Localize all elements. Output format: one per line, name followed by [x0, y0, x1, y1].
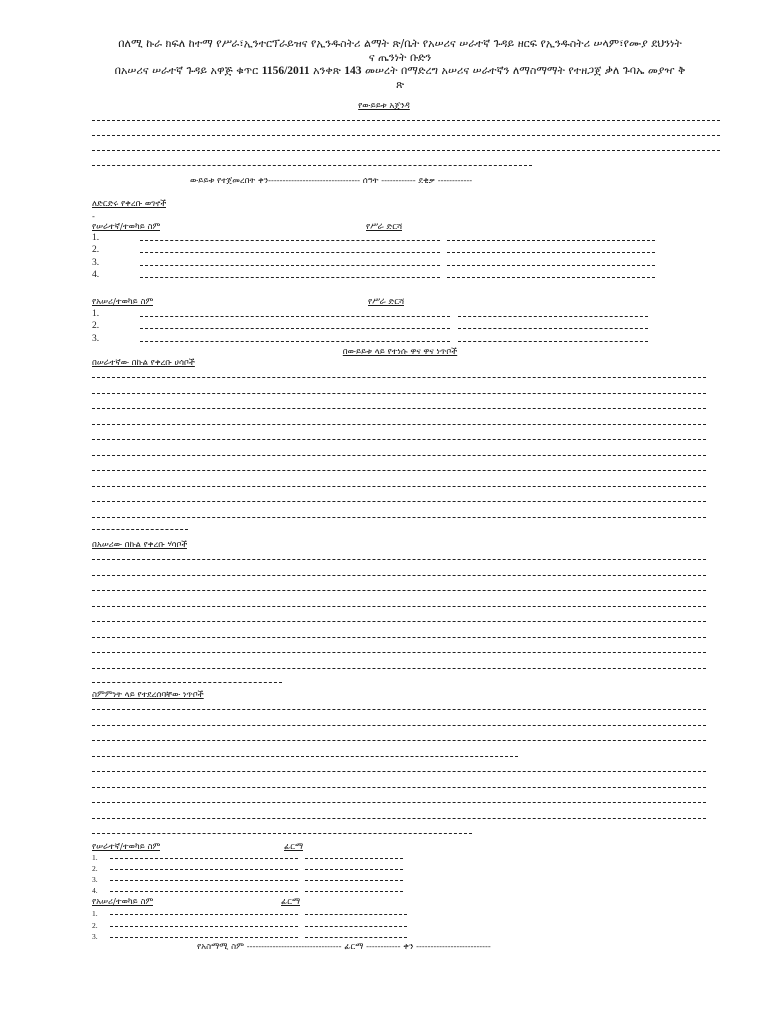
workers-name-line [140, 277, 440, 278]
worker-claims-line [92, 377, 706, 378]
worker-claims-line [92, 517, 706, 518]
agenda-line [92, 150, 720, 151]
workers-name-col: የሠራተኛ/ተወካይ ስም [92, 222, 161, 232]
main-points-title: በውይይቱ ላይ የተነሱ ዋና ዋና ነጥቦች [342, 347, 458, 357]
sign-workers-name-line [110, 891, 298, 892]
header-line-3 [80, 64, 720, 78]
agreement-line [92, 802, 706, 803]
sign-employer-name-line [110, 937, 298, 938]
sign-workers-sign-line [305, 880, 403, 881]
sign-employer-sign: ፊርማ [281, 897, 301, 907]
worker-claims-line [92, 439, 706, 440]
agreement-line [92, 833, 472, 834]
header-line-3-article: አንቀጽ [309, 64, 345, 77]
agenda-title: የውይይቱ አጀንዳ [358, 101, 410, 111]
agenda-line [92, 120, 720, 121]
sign-workers-name-line [110, 869, 298, 870]
sign-workers-number: 4. [92, 886, 98, 895]
sign-workers-sign-line [305, 858, 403, 859]
employer-claims-line [92, 668, 706, 669]
agreement-line [92, 756, 518, 757]
agenda-line [92, 135, 720, 136]
agenda-line [92, 165, 532, 166]
worker-claims-line [92, 470, 706, 471]
agreement-heading: ስምምነት ላይ የተደረሰባቸው ነጥቦች [92, 690, 204, 700]
sign-workers-sign-line [305, 869, 403, 870]
employer-name-col: የአሠሪ/ተወካይ ስም [92, 297, 154, 307]
employer-role-line [458, 328, 648, 329]
marker: - [92, 212, 95, 222]
agreement-line [92, 787, 706, 788]
header-line-1: በለሚ ኩራ ክፍለ ከተማ የሥራ፣ኢንተርፕራይዝና የኢንዱስትሪ ልማት ጽ/ቤት የአሠሪና ሠራተኛ ጉዳይ ዘርፍ የኢንዱስትሪ ሠላም፣የሙያ ደህንነት [118, 37, 682, 50]
workers-name-line [140, 265, 440, 266]
sign-workers-sign-line [305, 891, 403, 892]
worker-claims-line [92, 408, 706, 409]
sign-workers-number: 1. [92, 853, 98, 862]
header-line-3-rest: መሠረት በማድረግ አሠሪና ሠራተኛን ለማስማማት የተዘጋጀ ቃለ ጉባኤ መያዣ ቅ [361, 64, 686, 77]
sign-employer-number: 2. [92, 921, 98, 930]
parties-heading: ለድርድሩ የቀረቡ ወገኖች [92, 199, 167, 209]
sign-workers-name-line [110, 858, 298, 859]
employer-role-col: የሥራ ድርሻ [368, 297, 405, 307]
employer-row-number: 3. [92, 334, 100, 344]
employer-name-line [140, 316, 450, 317]
header-line-3-text: በአሠሪና ሠራተኛ ጉዳይ አዋጅ ቁጥር [114, 64, 262, 77]
employer-claims-line [92, 682, 282, 683]
meeting-time-line: ውይይቱ የተጀመረበት ቀን-------------------------------- ሰዓት ------------ ደቂቃ ------------ [190, 176, 473, 186]
workers-row-number: 3. [92, 258, 100, 268]
sign-employer-name: የአሠሪ/ተወካይ ስም [92, 897, 154, 907]
sign-workers-number: 3. [92, 875, 98, 884]
sign-employer-sign-line [305, 914, 407, 915]
agreement-line [92, 709, 706, 710]
employer-row-number: 1. [92, 309, 100, 319]
sign-employer-name-line [110, 914, 298, 915]
sign-employer-number: 1. [92, 909, 98, 918]
workers-role-col: የሥራ ድርሻ [366, 222, 403, 232]
workers-name-line [140, 240, 440, 241]
employer-row-number: 2. [92, 321, 100, 331]
worker-claims-heading: በሠራተኛው በኩል የቀረቡ ሀሳቦች [92, 358, 195, 368]
employer-claims-line [92, 559, 706, 560]
law-number: 1156/2011 [261, 65, 310, 77]
worker-claims-line [92, 486, 706, 487]
employer-role-line [458, 341, 648, 342]
sign-workers-sign: ፊርማ [284, 842, 304, 852]
employer-claims-heading: በአሠሪው በኩል የቀረቡ ሃሳቦች [92, 540, 188, 550]
worker-claims-line [92, 529, 188, 530]
employer-name-line [140, 328, 450, 329]
employer-claims-line [92, 606, 706, 607]
employer-claims-line [92, 575, 706, 576]
agreement-line [92, 818, 706, 819]
worker-claims-line [92, 455, 706, 456]
agreement-line [92, 725, 706, 726]
agreement-line [92, 771, 706, 772]
sign-employer-sign-line [305, 926, 407, 927]
sign-employer-sign-line [305, 937, 407, 938]
workers-role-line [447, 252, 655, 253]
header-line-4: ጽ [395, 78, 405, 91]
workers-role-line [447, 277, 655, 278]
employer-claims-line [92, 652, 706, 653]
workers-name-line [140, 252, 440, 253]
sign-workers-name-line [110, 880, 298, 881]
sign-workers-name: የሠራተኛ/ተወካይ ስም [92, 842, 161, 852]
employer-claims-line [92, 621, 706, 622]
workers-row-number: 2. [92, 245, 100, 255]
worker-claims-line [92, 393, 706, 394]
workers-role-line [447, 240, 655, 241]
header-line-2: ና ጤንነት ቡድን [368, 51, 432, 64]
employer-claims-line [92, 637, 706, 638]
agreement-line [92, 740, 706, 741]
sign-workers-number: 2. [92, 864, 98, 873]
workers-role-line [447, 265, 655, 266]
sign-employer-number: 3. [92, 932, 98, 941]
sign-employer-name-line [110, 926, 298, 927]
employer-role-line [458, 316, 648, 317]
employer-name-line [140, 341, 450, 342]
employer-claims-line [92, 590, 706, 591]
mediator-line: የአስማሚ ስም --------------------------------- ፊርማ ------------ ቀን -------------------------- [197, 942, 491, 952]
article-number: 143 [344, 65, 362, 77]
worker-claims-line [92, 501, 706, 502]
worker-claims-line [92, 424, 706, 425]
workers-row-number: 4. [92, 270, 100, 280]
workers-row-number: 1. [92, 233, 100, 243]
